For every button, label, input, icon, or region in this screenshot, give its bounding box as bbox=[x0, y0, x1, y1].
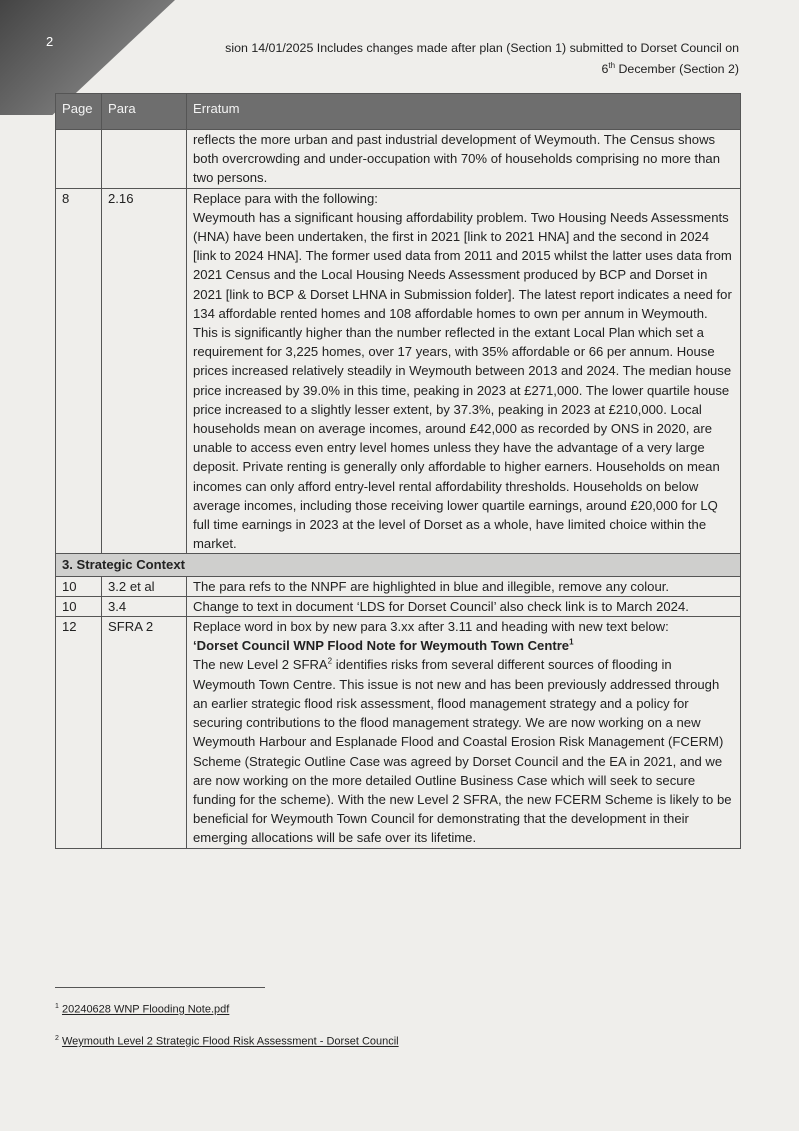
table-row bbox=[56, 188, 741, 554]
flood-note-body-start: The new Level 2 SFRA bbox=[193, 657, 328, 673]
errata-table bbox=[55, 93, 741, 849]
footnote-marker-2: 2 bbox=[55, 1035, 59, 1042]
footnote-link-2[interactable]: Weymouth Level 2 Strategic Flood Risk Assessment - Dorset Council bbox=[61, 1035, 399, 1048]
column-header-page: Page bbox=[56, 94, 102, 130]
table-row bbox=[56, 617, 741, 848]
footnote-2 bbox=[55, 1032, 399, 1049]
footnote-link-1[interactable]: 20240628 WNP Flooding Note.pdf bbox=[61, 1003, 230, 1016]
flood-note-body-rest: identifies risks from several different sources of flooding in Weymouth Town Centre. This issue is not new and has been previously addressed through an earlier strategic flood risk assessment, flood management strategy and a policy for securing contributions to the flood management strategy. We are now working on a new Weymouth Harbour and Esplanade Flood and Coastal Erosion Risk Management (FCERM) Scheme (Strategic Outline Case was agreed by Dorset Council and the EA in 2021, and we are now working on the more detailed Outline Business Case which will seek to secure funding for the scheme). With the new Level 2 SFRA, the new FCERM Scheme is likely to be beneficial for Weymouth Town Council for demonstrating that the development in their emerging allocations will be safe over its lifetime. bbox=[193, 657, 732, 846]
header-date-suffix: th bbox=[608, 61, 616, 70]
page-number: 2 bbox=[46, 34, 54, 49]
table-header-row bbox=[56, 94, 741, 130]
cell-page: 10 bbox=[56, 576, 102, 596]
flood-note-heading-text: ‘Dorset Council WNP Flood Note for Weymouth Town Centre bbox=[193, 638, 570, 654]
cell-para bbox=[102, 130, 187, 189]
header-line-2 bbox=[170, 57, 739, 78]
cell-para: SFRA 2 bbox=[102, 617, 187, 848]
column-header-para: Para bbox=[102, 94, 187, 130]
cell-page: 12 bbox=[56, 617, 102, 848]
header-date-day: 6 bbox=[601, 62, 609, 77]
cell-para: 3.4 bbox=[102, 596, 187, 616]
erratum-intro: Replace para with the following: bbox=[193, 190, 378, 206]
table-row bbox=[56, 576, 741, 596]
page-header bbox=[170, 40, 739, 78]
table-row bbox=[56, 130, 741, 189]
cell-page bbox=[56, 130, 102, 189]
header-line-1: sion 14/01/2025 Includes changes made after plan (Section 1) submitted to Dorset Council on bbox=[225, 41, 739, 55]
footnote-ref-1[interactable]: 1 bbox=[569, 637, 574, 647]
flood-note-heading bbox=[193, 636, 734, 655]
section-heading-row bbox=[56, 554, 741, 576]
cell-erratum bbox=[187, 617, 741, 848]
table-row bbox=[56, 596, 741, 616]
footnote-ref-2[interactable]: 2 bbox=[327, 657, 333, 667]
cell-erratum bbox=[187, 188, 741, 554]
column-header-erratum: Erratum bbox=[187, 94, 741, 130]
flood-note-body bbox=[193, 655, 734, 847]
cell-para: 2.16 bbox=[102, 188, 187, 554]
section-heading: 3. Strategic Context bbox=[56, 554, 741, 576]
footnote-1 bbox=[55, 1000, 229, 1017]
cell-erratum: Change to text in document ‘LDS for Dorset Council’ also check link is to March 2024. bbox=[187, 596, 741, 616]
erratum-text: Weymouth has a significant housing affordability problem. Two Housing Needs Assessments (HNA) have been undertaken, the first in 2021 [link to 2021 HNA] and the second in 2024 [link to 2024 HNA]. The former used data from 2011 and 2015 whilst the latter uses data from 2021 Census and the Local Housing Needs Assessment produced by BCP and Dorset in 2021 [link to BCP & Dorset LHNA in Submission folder]. The latest report indicates a need for 134 affordable rented homes and 108 affordable homes to own per annum in Weymouth. This is significantly higher than the number reflected in the extant Local Plan which set a requirement for 3,225 homes, over 17 years, with 35% affordable or 66 per annum. House prices increased relatively steadily in Weymouth between 2013 and 2024. The median house price increased by 39.0% in this time, peaking in 2023 at £271,000. The lower quartile house price increased to a slightly lesser extent, by 37.3%, peaking in 2023 at £210,000. Local households mean on average incomes, around £42,000 as recorded by ONS in 2020, are unable to access even entry level homes unless they have the advantage of a very large deposit. Private renting is generally only affordable to higher earners. Households on mean incomes can only afford entry-level rental affordability thresholds. Households on below average incomes, including those receiving lower quartile earnings, around £20,000 for LQ full time earnings in 2023 at the level of Dorset as a whole, have limited choice within the market. bbox=[193, 209, 732, 552]
header-date-rest: December (Section 2) bbox=[615, 62, 739, 77]
footnote-marker-1: 1 bbox=[55, 1003, 59, 1010]
erratum-intro: Replace word in box by new para 3.xx after 3.11 and heading with new text below: bbox=[193, 619, 669, 635]
cell-page: 8 bbox=[56, 188, 102, 554]
cell-para: 3.2 et al bbox=[102, 576, 187, 596]
cell-erratum: The para refs to the NNPF are highlighted in blue and illegible, remove any colour. bbox=[187, 576, 741, 596]
cell-page: 10 bbox=[56, 596, 102, 616]
footnote-divider bbox=[55, 987, 265, 988]
cell-erratum: reflects the more urban and past industrial development of Weymouth. The Census shows both overcrowding and under-occupation with 70% of households comprising no more than two persons. bbox=[187, 130, 741, 189]
